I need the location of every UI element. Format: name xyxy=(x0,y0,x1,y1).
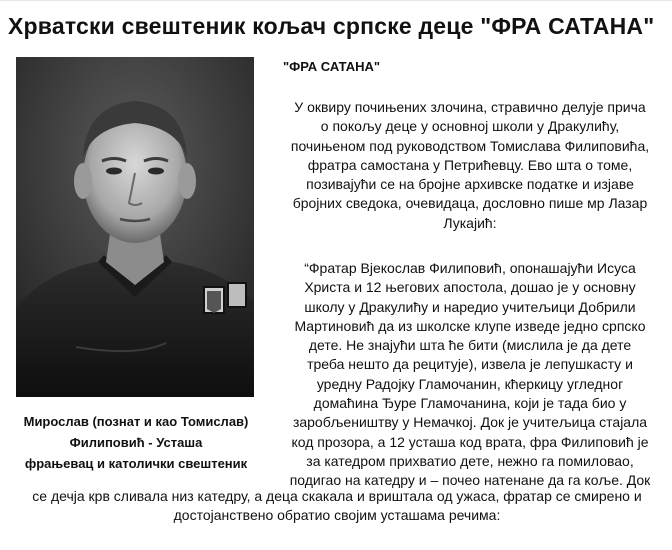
portrait-photo xyxy=(16,57,254,397)
section-subheading: "ФРА САТАНА" xyxy=(283,59,381,74)
caption-line-3: фрањевац и католички свештеник xyxy=(24,456,248,471)
paragraph-line: Лукајић: xyxy=(443,214,497,231)
paragraph-line: “Фратар Вјекослав Филиповић, опонашајући Исуса xyxy=(304,260,636,276)
paragraph-line: достојанствено обратио својим усташама речима: xyxy=(173,507,501,524)
paragraph-line: уредну Радојку Гламочанин, кћеркицу угледног xyxy=(316,375,624,392)
paragraph-line: Христа и 12 његових апостола, дошао је у основну xyxy=(304,279,636,296)
portrait-icon xyxy=(16,57,254,397)
paragraph-line: бројних сведока, очевидаца, дословно пише мр Лазар xyxy=(292,195,648,212)
caption-line-2: Филиповић - Усташа xyxy=(69,435,203,450)
paragraph-line: заробљеништву у Немачкој. Док је учитељица стајала xyxy=(292,414,648,431)
paragraph-line: о покољу деце у основној школи у Дракулићу, xyxy=(320,118,620,135)
paragraph-line: подигао на катедру и – почео натенане да га коље. Док xyxy=(289,472,651,489)
paragraph-line: школу у Дракулићу и наредио учитељици Добрили xyxy=(304,298,636,315)
paragraph-line: почињеном под руководством Томислава Филиповића, xyxy=(290,137,650,154)
page-title: Хрватски свештеник кољач српске деце "ФРА САТАНА" xyxy=(8,13,655,39)
paragraph-3 xyxy=(6,487,668,526)
paragraph-line: се дечја крв сливала низ катедру, а деца скакала и вриштала од ужаса, фратар се смирено и xyxy=(32,488,642,504)
caption-line-1: Мирослав (познат и као Томислав) xyxy=(23,414,249,429)
paragraph-line: домаћина Ђуре Гламочанина, који је тада био у xyxy=(313,395,627,412)
photo-caption xyxy=(14,411,258,474)
paragraph-line: У оквиру почињених злочина, стравично делује прича xyxy=(294,99,646,115)
paragraph-1 xyxy=(270,98,670,233)
paragraph-line: фратра самостана у Петрићевцу. Ево шта о томе, xyxy=(307,156,633,173)
paragraph-line: за катедром прихватио дете, нежно га помиловао, xyxy=(306,452,634,469)
paragraph-line: код прозора, а 12 усташа код врата, фра Филиповић је xyxy=(291,433,649,450)
paragraph-line: дете. Не знајући шта ће бити (мислила је да дете xyxy=(308,337,632,354)
paragraph-line: позивајући се на бројне архивске податке и изјаве xyxy=(306,176,634,193)
paragraph-line: Мартиновић да из школске клупе изведе једно српско xyxy=(294,317,646,334)
paragraph-line: треба нешто да рецитује), извела је лепушкасту и xyxy=(307,356,633,373)
paragraph-2 xyxy=(270,259,670,491)
